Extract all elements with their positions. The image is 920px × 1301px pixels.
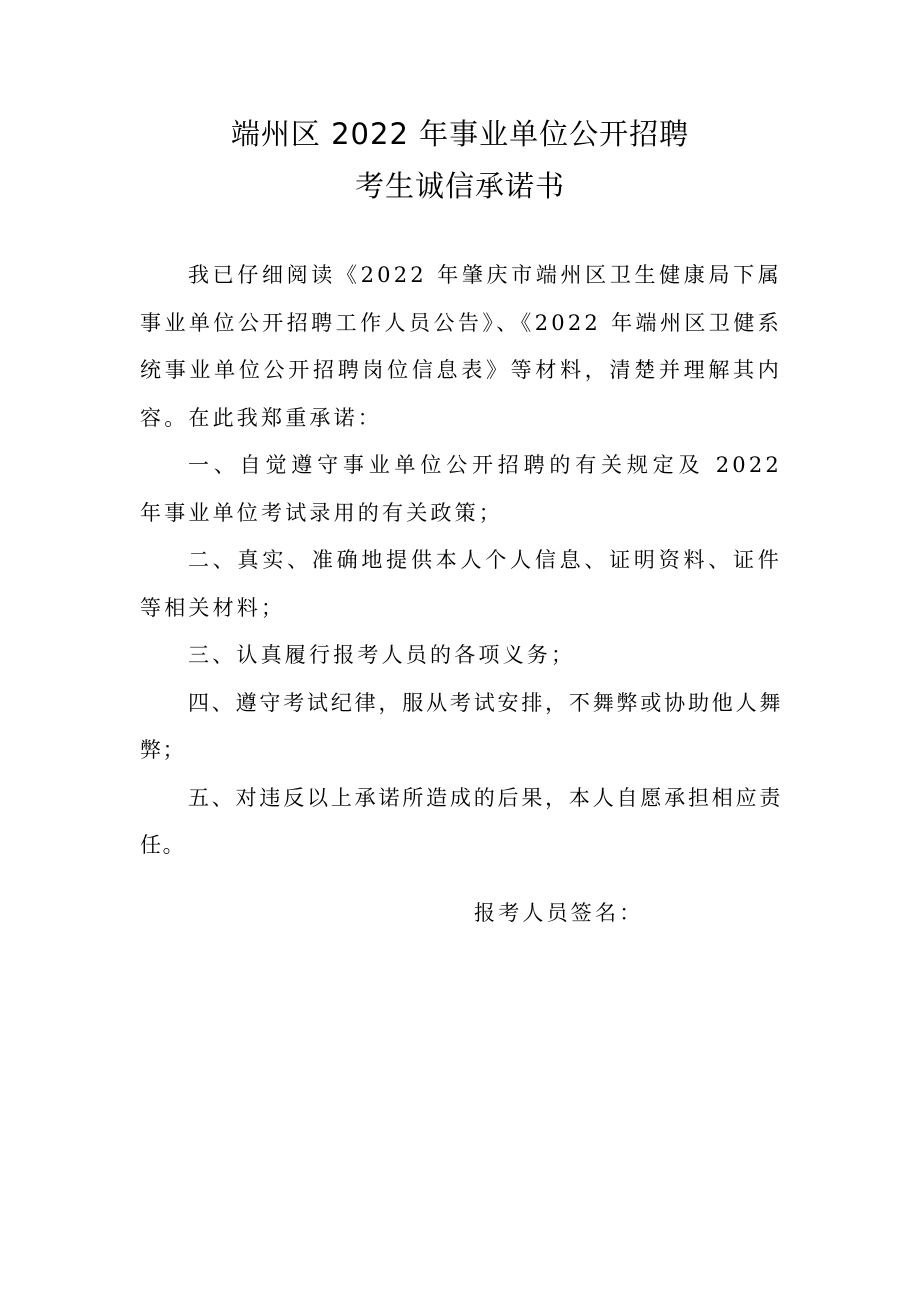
- document-title: 端州区 2022 年事业单位公开招聘: [230, 117, 690, 151]
- pledge-item-1: 一、自觉遵守事业单位公开招聘的有关规定及 2022 年事业单位考试录用的有关政策；: [140, 453, 782, 525]
- document-body: [140, 252, 782, 870]
- intro-paragraph: 我已仔细阅读《2022 年肇庆市端州区卫生健康局下属事业单位公开招聘工作人员公告》、《2022 年端州区卫健系统事业单位公开招聘岗位信息表》等材料，清楚并理解其内容。在此我郑重承诺：: [140, 263, 782, 430]
- pledge-item-2: 二、真实、准确地提供本人个人信息、证明资料、证件等相关材料；: [140, 548, 782, 620]
- pledge-item-3: 三、认真履行报考人员的各项义务；: [188, 643, 576, 667]
- pledge-item-4: 四、遵守考试纪律，服从考试安排，不舞弊或协助他人舞弊；: [140, 690, 782, 762]
- signature-label: 报考人员签名：: [474, 901, 644, 925]
- pledge-item-5: 五、对违反以上承诺所造成的后果，本人自愿承担相应责任。: [140, 785, 782, 857]
- document-subtitle: 考生诚信承诺书: [354, 169, 565, 203]
